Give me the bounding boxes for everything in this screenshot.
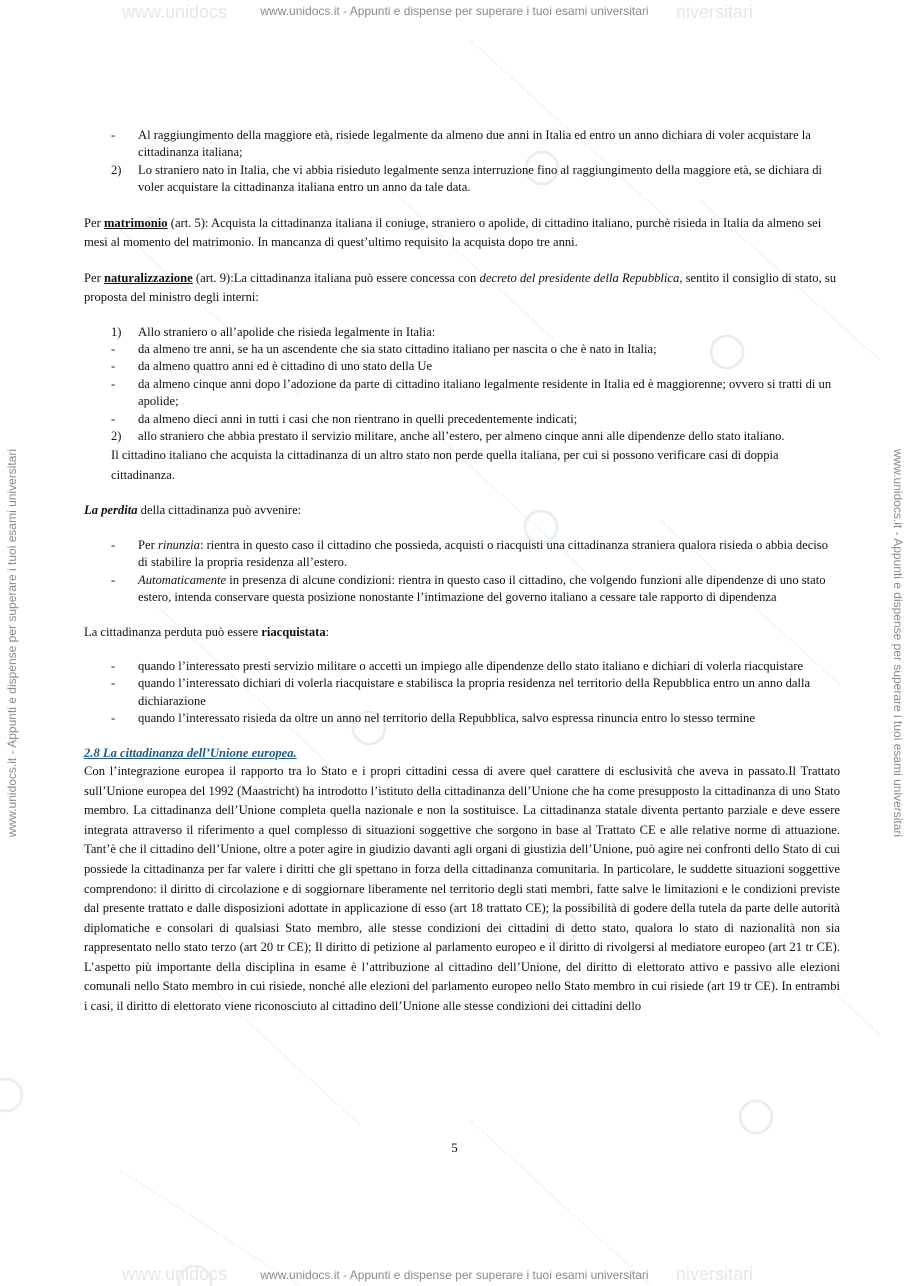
list-marker: - <box>111 676 116 691</box>
list-item <box>84 324 840 341</box>
list-marker: - <box>111 572 116 587</box>
list-marker: - <box>111 128 116 142</box>
watermark-ghost-left-bottom: www.unidocs <box>122 1264 228 1284</box>
list-marker: 2) <box>111 429 122 444</box>
list-marker: - <box>111 711 116 726</box>
list-item <box>84 572 840 607</box>
naturalizzazione-list <box>84 324 840 446</box>
matrimonio-pre: Per <box>84 215 104 230</box>
list-item-pre: Per <box>138 537 158 552</box>
watermark-bottom: www.unidocs.it - Appunti e dispense per superare i tuoi esami universitari <box>260 1268 649 1282</box>
list-item-text: allo straniero che abbia prestato il servizio militare, anche all’estero, per almeno cinque anni alle dipendenze dello stato italiano. <box>138 429 785 444</box>
list-marker: - <box>111 376 116 391</box>
list-item <box>84 127 840 162</box>
naturalizzazione-text2: , sentito il consiglio di stato, su proposta del ministro degli interni: <box>84 270 837 304</box>
list-item-text: Lo straniero nato in Italia, che vi abbia risieduto legalmente senza interruzione fino al raggiungimento della maggiore età, se dichiara di voler acquistare la cittadinanza italiana entro un anno da tale data. <box>138 162 823 195</box>
list-marker: - <box>111 537 116 552</box>
list-item <box>84 537 840 572</box>
list-marker: - <box>111 658 116 673</box>
list-item <box>84 341 840 358</box>
section-heading: 2.8 La cittadinanza dell’Unione europea. <box>84 745 297 760</box>
riacquisto-term: riacquistata <box>261 624 326 639</box>
list-marker: 2) <box>111 162 122 177</box>
page-content <box>84 127 840 1017</box>
list-marker: 1) <box>111 324 122 339</box>
list-item <box>84 710 840 727</box>
list-item-text: Allo straniero o all’apolide che risieda legalmente in Italia: <box>138 324 436 339</box>
matrimonio-paragraph <box>84 214 840 252</box>
list-item-term: rinunzia <box>157 537 200 552</box>
list-item-text: da almeno cinque anni dopo l’adozione da parte di cittadino italiano legalmente residente in Italia ed è maggiorenne; ovvero si tratti di un apolide; <box>138 376 832 409</box>
list-item <box>84 411 840 428</box>
list-item-text: in presenza di alcune condizioni: rientra in questo caso il cittadino, che volgendo funzioni alle dipendenze di uno stato estero, intenda conservare questa posizione nonostante l’intimazione del governo italiano a cessare tale rapporto di dipendenza <box>138 572 826 605</box>
list-item <box>84 358 840 375</box>
naturalizzazione-decree: decreto del presidente della Repubblica <box>479 270 680 285</box>
watermark-ghost-left: www.unidocs <box>122 2 228 22</box>
watermark-right: www.unidocs.it - Appunti e dispense per superare i tuoi esami universitari <box>891 448 905 838</box>
list-item-text: da almeno dieci anni in tutti i casi che non rientrano in quelli precedentemente indicati; <box>138 411 578 426</box>
doppia-cittadinanza-paragraph: Il cittadino italiano che acquista la cittadinanza di un altro stato non perde quella italiana, per cui si possono verificare casi di doppia cittadinanza. <box>111 448 779 483</box>
watermark-ghost-right-bottom: niversitari <box>676 1264 754 1284</box>
list-marker: - <box>111 342 116 357</box>
watermark-ghost-right: niversitari <box>676 2 754 22</box>
section-body: Con l’integrazione europea il rapporto tra lo Stato e i propri cittadini cessa di avere quel carattere di esclusività che aveva in passato.Il Trattato sull’Unione europea del 1992 (Maastricht) ha introdotto l’istituto della cittadinanza dell’Unione che ha come presupposto la cittadinanza di uno Stato membro. La cittadinanza dell’Unione completa quella nazionale e non la sostituisce. La cittadinanza statale diventa pertanto parziale e deve essere integrata attraverso il riferimento a quel complesso di situazioni soggettive che sorgono in base al Trattato CE e alle relative norme di attuazione. Tant’è che il cittadino dell’Unione, oltre a poter agire in giudizio davanti agli organi di giustizia dell’Unione, può agire nei confronti dello Stato di cui possiede la cittadinanza per far valere i diritti che gli spettano in forza della cittadinanza comunitaria. In particolare, le suddette situazioni soggettive comprendono: il diritto di circolazione e di soggiornare liberamente nel territorio degli stati membri, fatte salve le limitazioni e le condizioni previste dal presente trattato e dalle disposizioni adottate in applicazione di esso (art 18 trattato CE); la possibilità di godere della tutela da parte delle autorità diplomatiche e consolari di qualsiasi Stato membro, alle stesse condizioni dei cittadini di detto stato, qualora lo stato di nazionalità non sia rappresentato nello stato terzo (art 20 tr CE); Il diritto di petizione al parlamento europeo e il diritto di rivolgersi al mediatore europeo (art 21 tr CE). L’aspetto più importante della disciplina in esame è l’attribuzione al cittadino dell’Unione, del diritto di elettorato attivo e passivo alle elezioni comunali nello Stato membro in cui risiede, nonché alle elezioni del parlamento europeo nello Stato membro in cui risiede (art 19 tr CE). In entrambi i casi, il diritto di elettorato viene riconosciuto al cittadino dell’Unione alle stesse condizioni dei cittadini dello <box>84 763 840 1014</box>
matrimonio-term: matrimonio <box>103 215 168 230</box>
intro-list <box>84 127 840 197</box>
list-item <box>84 376 840 411</box>
matrimonio-text: (art. 5): Acquista la cittadinanza italiana il coniuge, straniero o apolide, di cittadino italiano, purchè risieda in Italia da almeno sei mesi al momento del matrimonio. In mancanza di quest’ultimo requisito la acquista dopo tre anni. <box>84 215 822 249</box>
watermark-top: www.unidocs.it - Appunti e dispense per superare i tuoi esami universitari <box>260 4 649 18</box>
list-item <box>84 162 840 197</box>
naturalizzazione-text1: (art. 9):La cittadinanza italiana può essere concessa con <box>192 270 480 285</box>
list-item <box>84 675 840 710</box>
naturalizzazione-paragraph <box>84 269 840 307</box>
perdita-paragraph <box>84 502 840 519</box>
watermark-left: www.unidocs.it - Appunti e dispense per superare i tuoi esami universitari <box>5 448 19 838</box>
list-marker: - <box>111 411 116 426</box>
naturalizzazione-term: naturalizzazione <box>103 270 193 285</box>
riacquisto-pre: La cittadinanza perduta può essere <box>84 624 262 639</box>
list-item-text: quando l’interessato dichiari di volerla riacquistare e stabilisca la propria residenza nel territorio della Repubblica entro un anno dalla dichiarazione <box>138 676 811 708</box>
list-item-text: Al raggiungimento della maggiore età, risiede legalmente da almeno due anni in Italia ed entro un anno dichiara di voler acquistare la cittadinanza italiana; <box>138 128 811 160</box>
list-item <box>84 428 840 445</box>
riacquisto-paragraph <box>84 624 840 641</box>
perdita-list <box>84 537 840 607</box>
riacquisto-post: : <box>325 624 330 639</box>
list-item-text: da almeno tre anni, se ha un ascendente che sia stato cittadino italiano per nascita o che è nato in Italia; <box>138 342 657 357</box>
list-item <box>84 658 840 675</box>
page-number: 5 <box>451 1140 458 1155</box>
list-item-term: Automaticamente <box>138 572 227 587</box>
perdita-text: della cittadinanza può avvenire: <box>137 503 302 518</box>
naturalizzazione-pre: Per <box>84 270 104 285</box>
perdita-term: La perdita <box>84 503 138 518</box>
list-item-text: quando l’interessato risieda da oltre un anno nel territorio della Repubblica, salvo espressa rinuncia entro lo stesso termine <box>138 711 755 726</box>
list-item-text: : rientra in questo caso il cittadino che possieda, acquisti o riacquisti una cittadinanza straniera qualora risieda o abbia deciso di stabilire la propria residenza all’estero. <box>138 537 829 570</box>
list-item-text: da almeno quattro anni ed è cittadino di uno stato della Ue <box>138 359 433 374</box>
list-marker: - <box>111 359 116 374</box>
riacquisto-list <box>84 658 840 728</box>
list-item-text: quando l’interessato presti servizio militare o accetti un impiego alle dipendenze dello stato italiano e dichiari di volerla riacquistare <box>138 658 804 673</box>
